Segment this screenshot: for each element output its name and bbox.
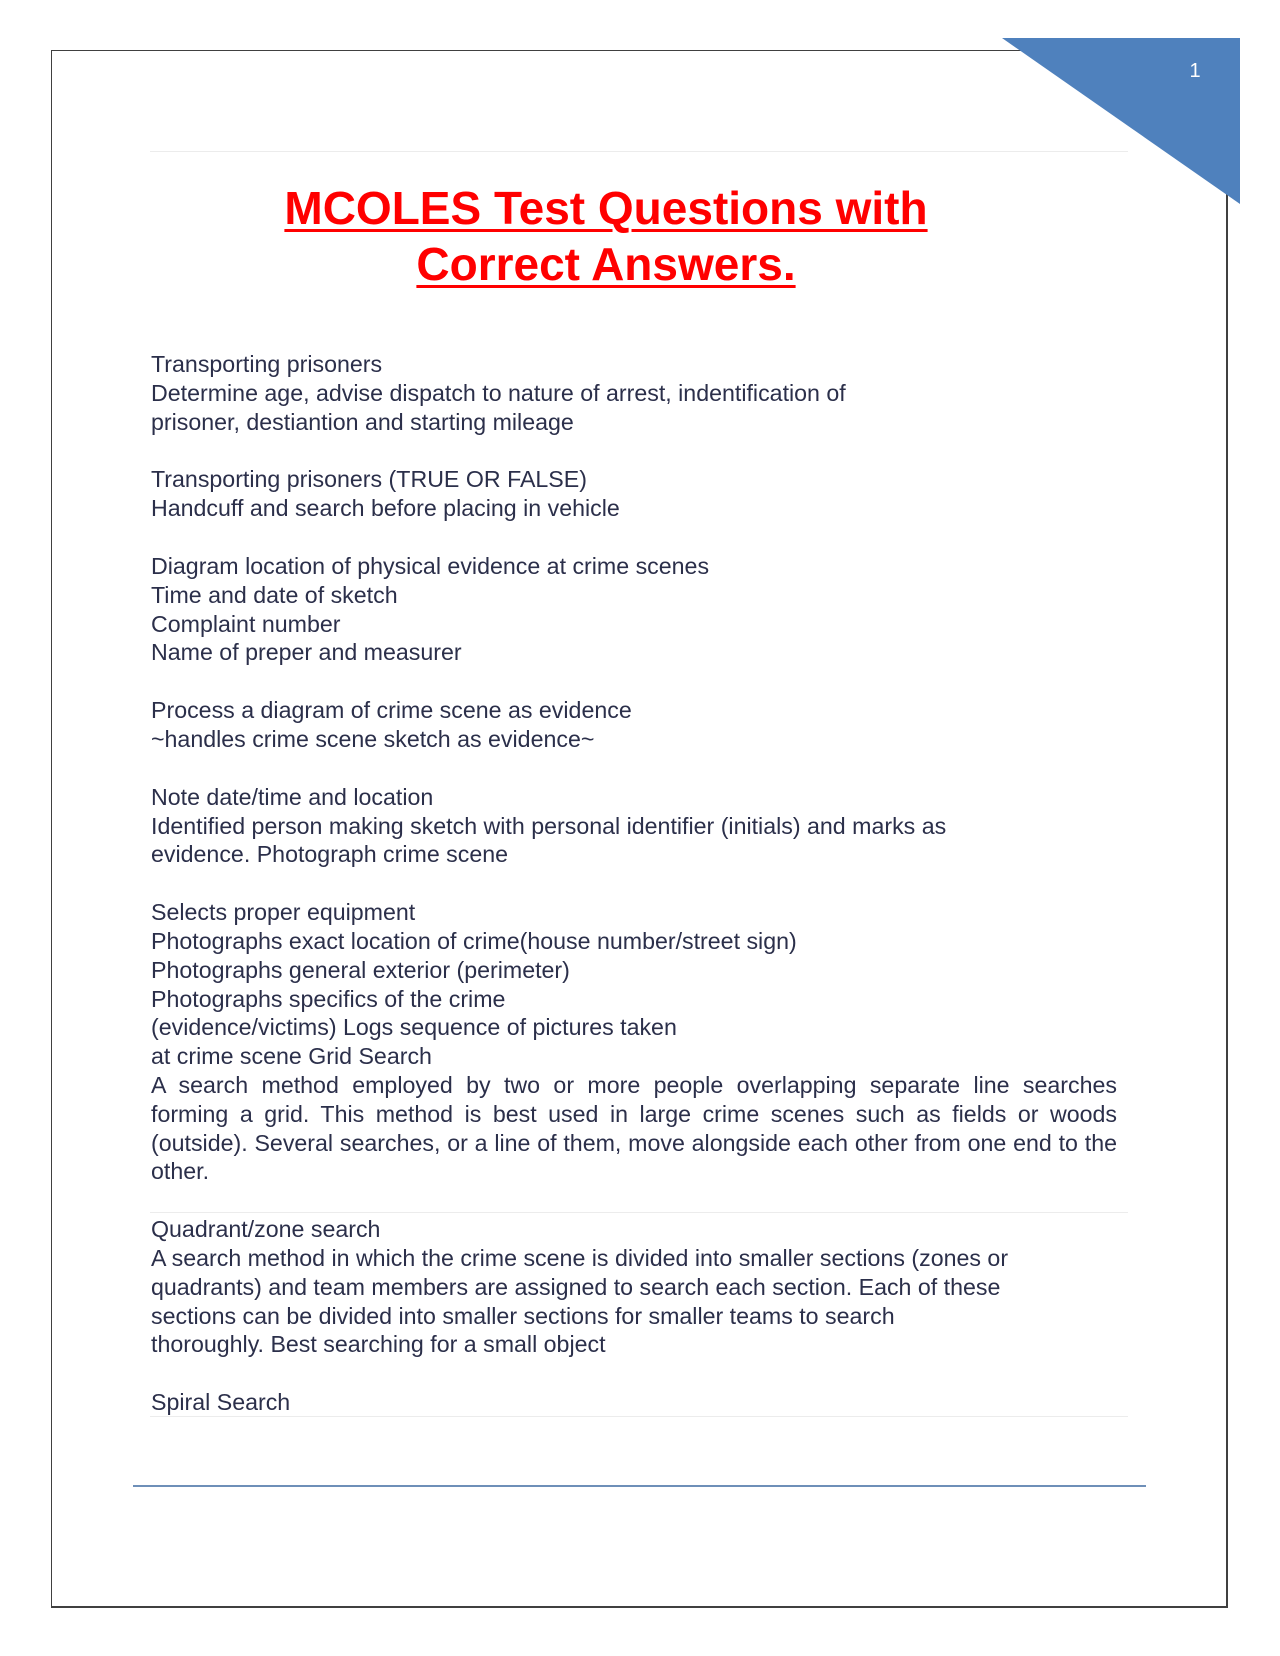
section-rule — [150, 1212, 1128, 1213]
question-heading: Transporting prisoners (TRUE OR FALSE) — [151, 466, 587, 493]
answer-line: sections can be divided into smaller sections for smaller teams to search — [151, 1302, 895, 1329]
answer-line: A search method in which the crime scene is divided into smaller sections (zones or — [151, 1244, 1009, 1271]
question-heading: Process a diagram of crime scene as evidence — [151, 697, 632, 724]
answer-line: quadrants) and team members are assigned to search each section. Each of these — [151, 1273, 1001, 1300]
answer-line: Name of preper and measurer — [151, 639, 462, 666]
answer-line: Photographs specifics of the crime — [151, 985, 506, 1012]
question-heading: Selects proper equipment — [151, 899, 416, 926]
qa-item — [151, 465, 1117, 523]
answer-line: Handcuff and search before placing in vehicle — [151, 495, 620, 522]
answer-line: Complaint number — [151, 610, 341, 637]
answer-line: ~handles crime scene sketch as evidence~ — [151, 725, 595, 752]
question-heading: Note date/time and location — [151, 783, 434, 810]
qa-item — [151, 350, 1117, 436]
question-heading: Transporting prisoners — [151, 351, 383, 377]
answer-line: prisoner, destiantion and starting mileage — [151, 408, 574, 435]
answer-line: Photographs general exterior (perimeter) — [151, 956, 570, 983]
qa-item — [151, 1388, 1117, 1417]
document-body — [151, 350, 1117, 1446]
answer-line: Determine age, advise dispatch to nature of arrest, indentification of — [151, 379, 846, 406]
qa-item — [151, 696, 1117, 754]
question-heading: Quadrant/zone search — [151, 1216, 381, 1243]
footer-rule — [133, 1485, 1146, 1487]
answer-paragraph: A search method employed by two or more people overlapping separate line searches forming a grid. This method is best used in large crime scenes such as fields or woods (outside). Several searches, or a line of them, move alongside each other from one end to the other. — [151, 1071, 1117, 1185]
qa-item — [151, 1215, 1117, 1359]
document-title — [150, 180, 1062, 292]
answer-line: thoroughly. Best searching for a small object — [151, 1331, 606, 1358]
section-rule — [150, 1416, 1128, 1417]
answer-line: Photographs exact location of crime(house number/street sign) — [151, 927, 797, 954]
answer-line: Time and date of sketch — [151, 581, 398, 608]
page-number: 1 — [1189, 60, 1201, 82]
answer-line: (evidence/victims) Logs sequence of pictures taken — [151, 1014, 677, 1041]
answer-line: Identified person making sketch with personal identifier (initials) and marks as — [151, 812, 947, 839]
answer-line: evidence. Photograph crime scene — [151, 841, 509, 868]
answer-line: at crime scene Grid Search — [151, 1043, 432, 1070]
qa-item — [151, 783, 1117, 869]
question-heading: Spiral Search — [151, 1389, 291, 1416]
header-rule — [150, 151, 1128, 152]
question-heading: Diagram location of physical evidence at crime scenes — [151, 552, 710, 579]
qa-item — [151, 552, 1117, 667]
title-line-2: Correct Answers. — [416, 238, 796, 290]
qa-item — [151, 898, 1117, 1186]
title-line-1: MCOLES Test Questions with — [284, 182, 928, 234]
